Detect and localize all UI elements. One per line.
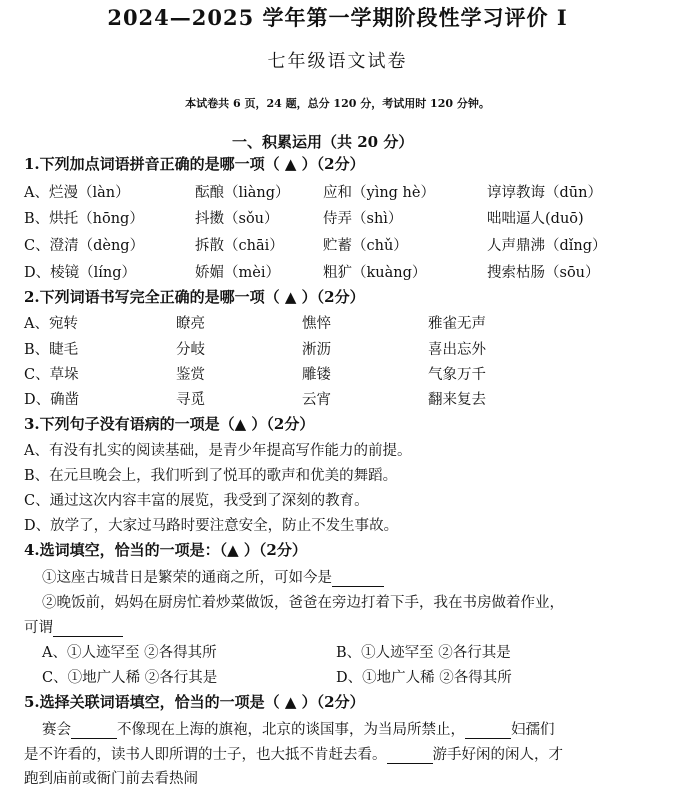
answer-blank — [332, 572, 384, 588]
answer-blank — [71, 724, 117, 740]
q5-text-2: 不像现在上海的旗袍，北京的谈国事，为当局所禁止， — [117, 722, 465, 738]
q1-option-c-3: 贮蓄（chǔ） — [323, 238, 408, 254]
section-heading: 一、积累运用（共 20 分） — [232, 133, 414, 151]
question-2-stem: 2.下列词语书写完全正确的是哪一项（ ▲ ）（2分） — [24, 288, 365, 306]
q5-passage-line-1 — [42, 718, 555, 739]
answer-blank — [387, 749, 433, 765]
q1-option-a-2: 酝酿（liàng） — [195, 185, 290, 201]
q1-option-b-4: 咄咄逼人(duō) — [487, 211, 584, 227]
q2-option-c-4: 气象万千 — [428, 367, 486, 383]
q1-option-b-3: 侍弄（shì） — [323, 211, 403, 227]
q1-option-c-1: C、澄清（dèng） — [24, 238, 145, 254]
q4-sentence-2-tail: 可谓 — [24, 620, 53, 636]
q2-option-a-3: 憔悴 — [302, 316, 331, 332]
q2-option-c-2: 鉴赏 — [176, 367, 205, 383]
q5-passage-line-2 — [24, 743, 563, 764]
q2-option-d-1: D、确凿 — [24, 392, 80, 408]
answer-blank — [53, 622, 123, 638]
q2-option-c-3: 雕镂 — [302, 367, 331, 383]
q1-option-c-2: 拆散（chāi） — [195, 238, 284, 254]
exam-subtitle: 七年级语文试卷 — [267, 51, 408, 72]
question-1-stem: 1.下列加点词语拼音正确的是哪一项（ ▲ ）（2分） — [24, 155, 365, 173]
q1-option-d-3: 粗犷（kuàng） — [323, 265, 427, 281]
q1-option-b-1: B、烘托（hōng） — [24, 211, 144, 227]
q1-option-d-1: D、棱镜（líng） — [24, 265, 137, 281]
q1-option-a-4: 谆谆教诲（dūn） — [487, 185, 602, 201]
exam-note: 本试卷共 6 页，24 题，总分 120 分，考试用时 120 分钟。 — [185, 97, 490, 110]
q5-text-3: 妇孺们 — [511, 722, 555, 738]
q3-option-b: B、在元旦晚会上，我们听到了悦耳的歌声和优美的舞蹈。 — [24, 468, 398, 484]
question-4-stem: 4.选词填空，恰当的一项是：（▲ ）（2分） — [24, 541, 307, 559]
q5-text-1: 赛会 — [42, 722, 71, 738]
q3-option-d: D、放学了，大家过马路时要注意安全，防止不发生事故。 — [24, 518, 399, 534]
q3-option-c: C、通过这次内容丰富的展览，我受到了深刻的教育。 — [24, 493, 369, 509]
q4-sentence-2: ②晚饭前，妈妈在厨房忙着炒菜做饭，爸爸在旁边打着下手，我在书房做着作业， — [42, 595, 564, 611]
q4-option-c: C、①地广人稀 ②各行其是 — [42, 670, 218, 686]
q2-option-c-1: C、草垛 — [24, 367, 79, 383]
q2-option-d-4: 翻来复去 — [428, 392, 486, 408]
q2-option-b-3: 淅沥 — [302, 342, 331, 358]
q2-option-b-1: B、睫毛 — [24, 342, 79, 358]
exam-title: 2024—2025 学年第一学期阶段性学习评价 I — [107, 5, 568, 30]
q2-option-b-2: 分岐 — [176, 342, 205, 358]
q1-option-c-4: 人声鼎沸（dǐng） — [487, 238, 607, 254]
q2-option-d-3: 云宵 — [302, 392, 331, 408]
q5-text-5: 游手好闲的闲人，才 — [432, 747, 563, 763]
q2-option-b-4: 喜出忘外 — [428, 342, 486, 358]
q2-option-a-1: A、宛转 — [24, 316, 78, 332]
answer-blank — [465, 724, 511, 740]
q5-passage-line-3: 跑到庙前或衙门前去看热闹 — [24, 771, 198, 787]
q3-option-a: A、有没有扎实的阅读基础，是青少年提高写作能力的前提。 — [24, 443, 412, 459]
q2-option-d-2: 寻觅 — [176, 392, 205, 408]
q2-option-a-4: 雅雀无声 — [428, 316, 486, 332]
question-3-stem: 3.下列句子没有语病的一项是（▲ ）（2分） — [24, 415, 315, 433]
q4-option-d: D、①地广人稀 ②各得其所 — [336, 670, 512, 686]
q4-option-a: A、①人迹罕至 ②各得其所 — [42, 645, 217, 661]
q1-option-d-2: 娇媚（mèi） — [195, 265, 280, 281]
q4-sentence-1-text: ①这座古城昔日是繁荣的通商之所，可如今是 — [42, 570, 332, 586]
q5-text-4: 是不许看的，读书人即所谓的士子，也大抵不肯赶去看。 — [24, 747, 387, 763]
q4-option-b: B、①人迹罕至 ②各行其是 — [336, 645, 511, 661]
q1-option-d-4: 搜索枯肠（sōu） — [487, 265, 600, 281]
q1-option-b-2: 抖擞（sǒu） — [195, 211, 279, 227]
question-5-stem: 5.选择关联词语填空，恰当的一项是（ ▲ ）（2分） — [24, 693, 365, 711]
q1-option-a-3: 应和（yìng hè） — [323, 185, 435, 201]
q4-sentence-2-cont — [24, 616, 123, 637]
q2-option-a-2: 瞭亮 — [176, 316, 205, 332]
q4-sentence-1 — [42, 566, 384, 587]
q1-option-a-1: A、烂漫（làn） — [24, 185, 130, 201]
